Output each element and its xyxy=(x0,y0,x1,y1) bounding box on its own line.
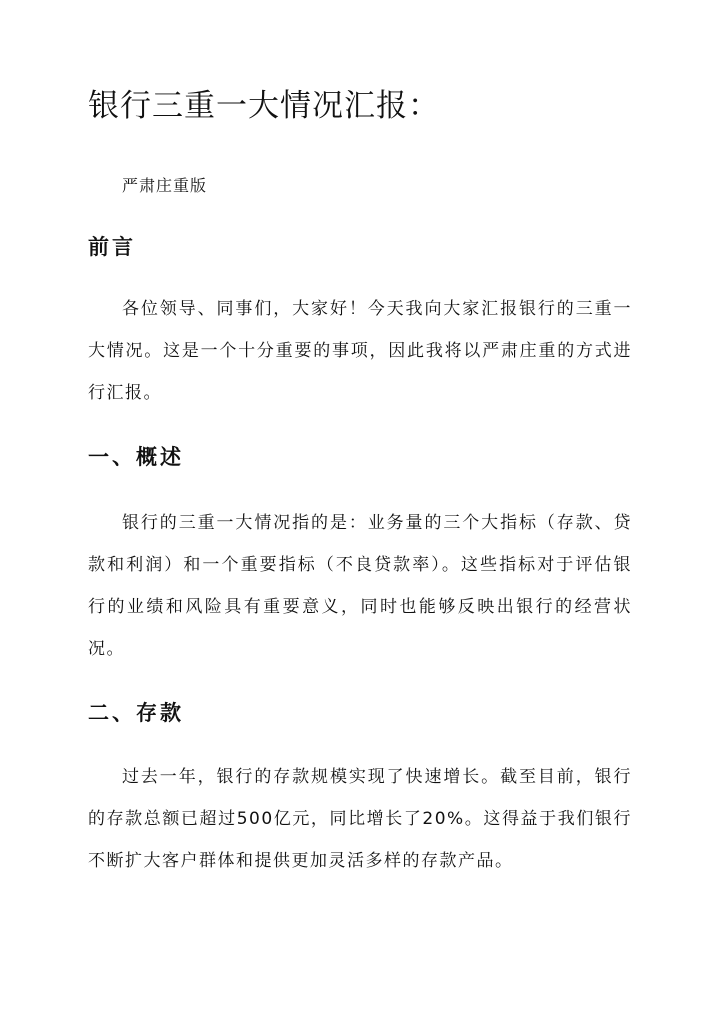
section-heading-overview: 一、概述 xyxy=(88,445,184,469)
section-heading-preface: 前言 xyxy=(88,235,136,259)
section-paragraph-preface: 各位领导、同事们，大家好！今天我向大家汇报银行的三重一大情况。这是一个十分重要的事项，因此我将以严肃庄重的方式进行汇报。 xyxy=(88,299,632,403)
document-title: 银行三重一大情况汇报： xyxy=(88,88,440,124)
section-paragraph-deposits: 过去一年，银行的存款规模实现了快速增长。截至目前，银行的存款总额已超过500亿元，同比增长了20%。这得益于我们银行不断扩大客户群体和提供更加灵活多样的存款产品。 xyxy=(88,767,632,871)
section-paragraph-overview: 银行的三重一大情况指的是：业务量的三个大指标（存款、贷款和利润）和一个重要指标（不良贷款率）。这些指标对于评估银行的业绩和风险具有重要意义，同时也能够反映出银行的经营状况。 xyxy=(88,513,632,659)
section-heading-deposits: 二、存款 xyxy=(88,701,184,725)
document-subtitle: 严肃庄重版 xyxy=(122,176,208,195)
